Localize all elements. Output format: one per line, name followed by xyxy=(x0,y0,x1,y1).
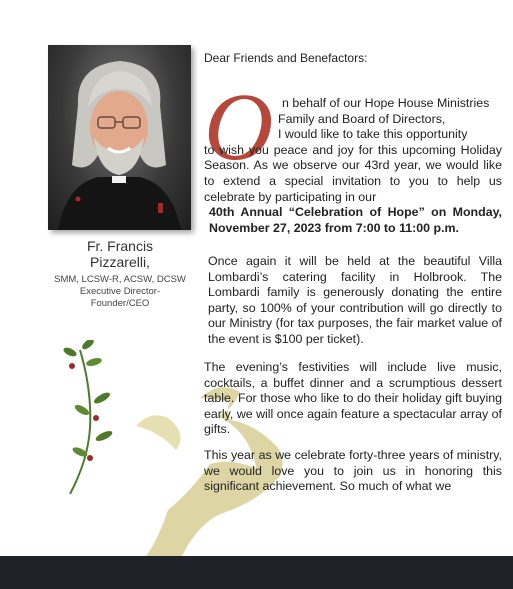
para1-line3: I would like to take this opportunity xyxy=(278,127,468,142)
signer-creds-line1: SMM, LCSW-R, ACSW, DCSW xyxy=(54,274,186,285)
letter-paragraph-2: Once again it will be held at the beautiful Villa Lombardi’s catering facility in Holbrook. The Lombardi family is generously donating the entire party, so 100% of your contribution will go directly to our Ministry (for tax purposes, the fair market value of the event is $100 per ticket). xyxy=(208,254,502,346)
letter-paragraph-3: The evening’s festivities will include live music, cocktails, a buffet dinner and a scrumptious dessert table. For those who like to do their holiday gift buying early, we will once again feature a spectacular array of gifts. xyxy=(204,360,502,437)
letter-paragraph-4: This year as we celebrate forty-three years of ministry, we would love you to join us in honoring this significant achievement. So much of what we xyxy=(204,448,502,494)
signer-creds-line3: Founder/CEO xyxy=(90,298,150,309)
para1-line1: n behalf of our Hope House Ministries xyxy=(282,96,490,110)
letter-greeting: Dear Friends and Benefactors: xyxy=(204,51,368,65)
signer-credentials xyxy=(40,274,200,310)
signer-name-line2: Pizzarelli, xyxy=(90,254,150,270)
para1-rest: to wish you peace and joy for this upcoming Holiday Season. As we observe our 43rd year, we would like to extend a special invitation to you to help us celebrate by participating in our xyxy=(204,142,502,204)
event-details: 40th Annual “Celebration of Hope” on Monday, November 27, 2023 from 7:00 to 11:00 p.m. xyxy=(209,205,502,235)
signer-name xyxy=(40,238,200,270)
letter-paragraph-1 xyxy=(204,96,502,236)
dropcap-letter: O xyxy=(204,79,274,171)
para1-line2: Family and Board of Directors, xyxy=(278,111,446,126)
portrait-photo xyxy=(48,45,191,230)
signer-name-line1: Fr. Francis xyxy=(86,238,154,254)
footer-bar xyxy=(0,556,513,589)
signer-creds-line2: Executive Director- xyxy=(79,286,161,297)
portrait-illustration xyxy=(48,45,191,230)
